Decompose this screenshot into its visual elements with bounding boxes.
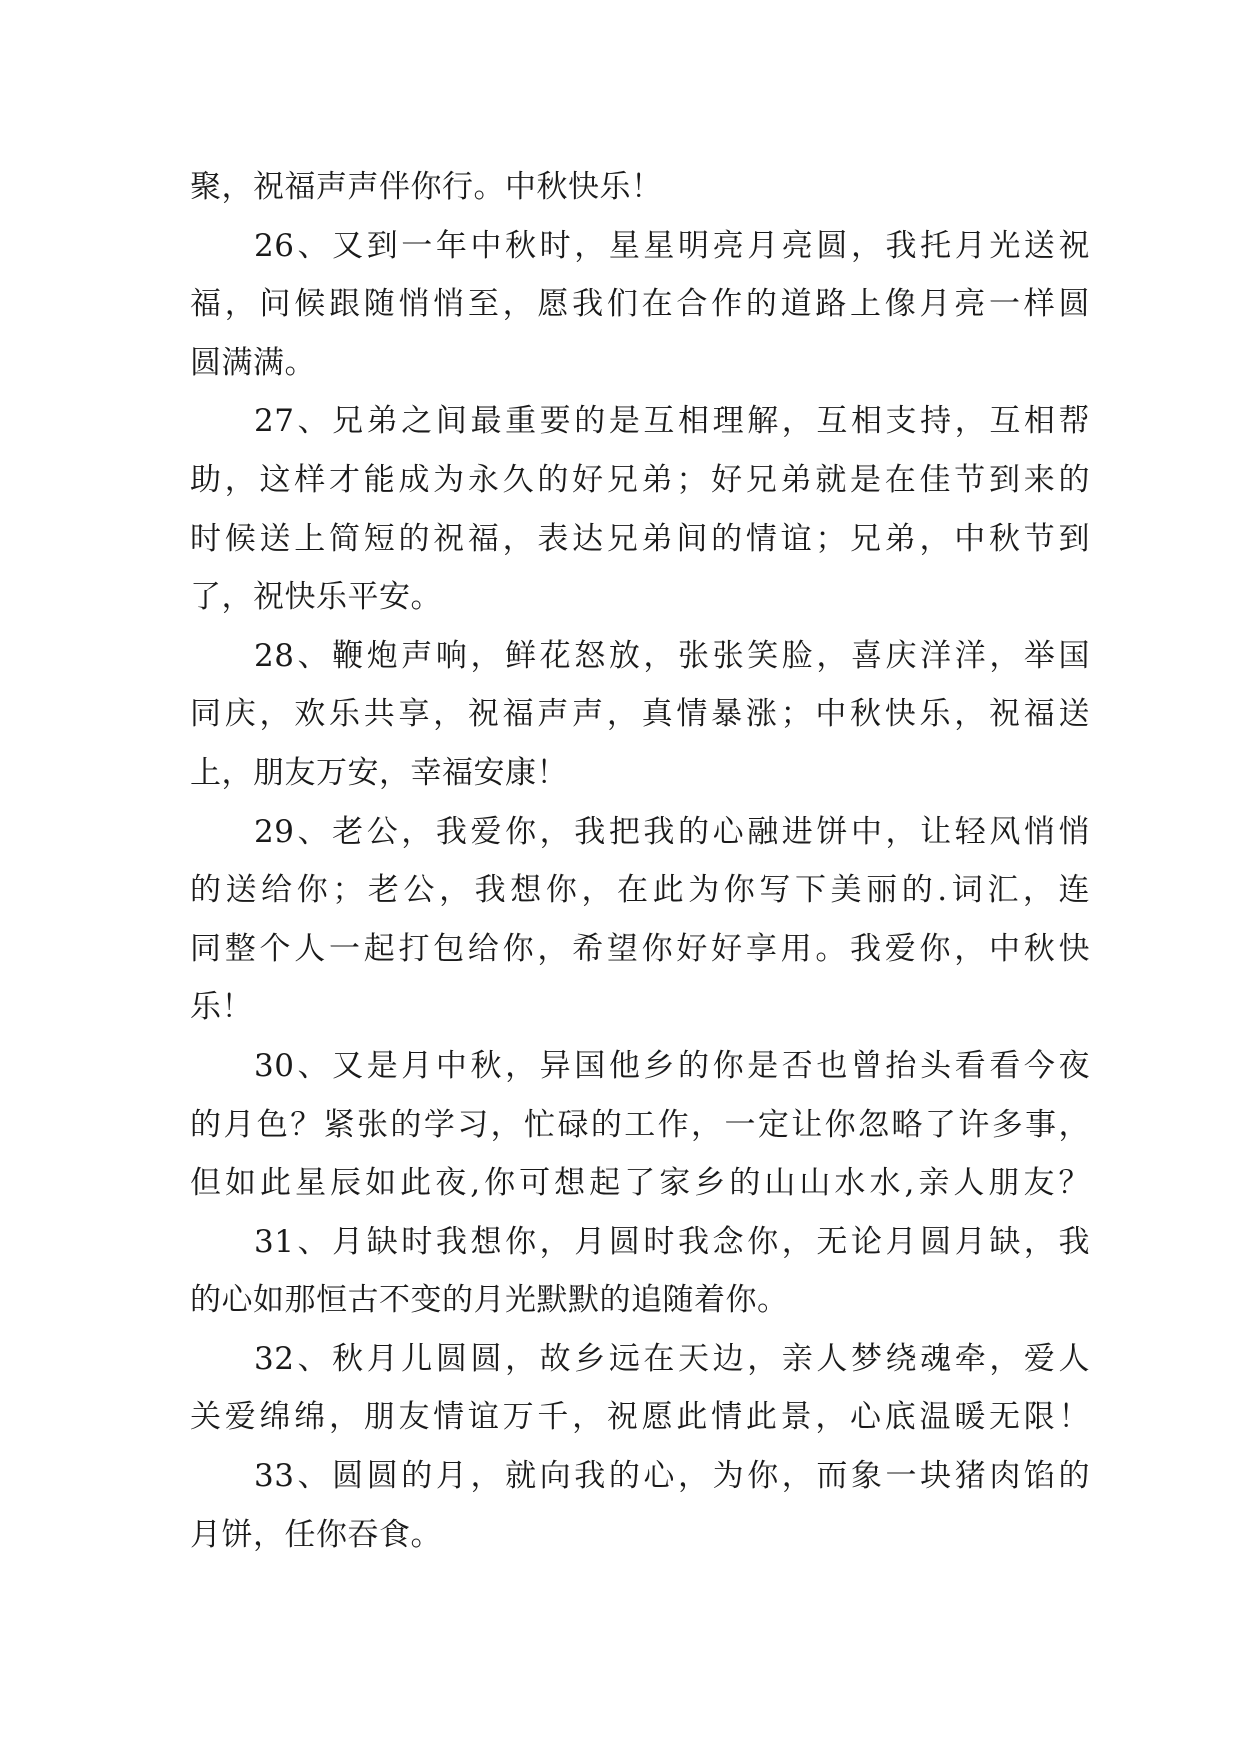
document-body (190, 158, 1090, 1564)
text-line-23: 33、圆圆的月，就向我的心，为你，而象一块猪肉馅的 (254, 1458, 1090, 1495)
text-line-2: 26、又到一年中秋时，星星明亮月亮圆，我托月光送祝 (254, 227, 1090, 264)
text-line-21: 32、秋月儿圆圆，故乡远在天边，亲人梦绕魂牵，爱人 (254, 1340, 1090, 1377)
text-line-16: 30、又是月中秋，异国他乡的你是否也曾抬头看看今夜 (254, 1047, 1090, 1084)
text-line-24: 月饼，任你吞食。 (190, 1516, 442, 1553)
text-line-1: 聚，祝福声声伴你行。中秋快乐！ (190, 169, 663, 205)
text-line-11: 上，朋友万安，幸福安康！ (190, 754, 568, 791)
text-line-20: 的心如那恒古不变的月光默默的追随着你。 (190, 1282, 789, 1319)
text-line-5: 27、兄弟之间最重要的是互相理解，互相支持，互相帮 (254, 403, 1090, 440)
text-line-19: 31、月缺时我想你，月圆时我念你，无论月圆月缺，我 (254, 1223, 1090, 1260)
text-line-18: 但如此星辰如此夜,你可想起了家乡的山山水水,亲人朋友？ (190, 1165, 1090, 1202)
text-line-22: 关爱绵绵，朋友情谊万千，祝愿此情此景，心底温暖无限！ (190, 1399, 1090, 1436)
text-line-13: 的送给你；老公，我想你，在此为你写下美丽的.词汇，连 (190, 872, 1090, 909)
text-line-12: 29、老公，我爱你，我把我的心融进饼中，让轻风悄悄 (254, 813, 1090, 850)
text-line-14: 同整个人一起打包给你，希望你好好享用。我爱你，中秋快 (190, 930, 1090, 967)
text-line-17: 的月色？紧张的学习，忙碌的工作，一定让你忽略了许多事， (190, 1106, 1090, 1143)
text-line-7: 时候送上简短的祝福，表达兄弟间的情谊；兄弟，中秋节到 (190, 520, 1090, 557)
text-line-10: 同庆，欢乐共享，祝福声声，真情暴涨；中秋快乐，祝福送 (190, 696, 1090, 733)
text-line-9: 28、鞭炮声响，鲜花怒放，张张笑脸，喜庆洋洋，举国 (254, 637, 1090, 674)
text-line-3: 福，问候跟随悄悄至，愿我们在合作的道路上像月亮一样圆 (190, 286, 1090, 323)
text-line-4: 圆满满。 (190, 344, 316, 381)
text-line-15: 乐！ (190, 989, 253, 1026)
text-line-6: 助，这样才能成为永久的好兄弟；好兄弟就是在佳节到来的 (190, 461, 1090, 498)
text-line-8: 了，祝快乐平安。 (190, 579, 442, 616)
